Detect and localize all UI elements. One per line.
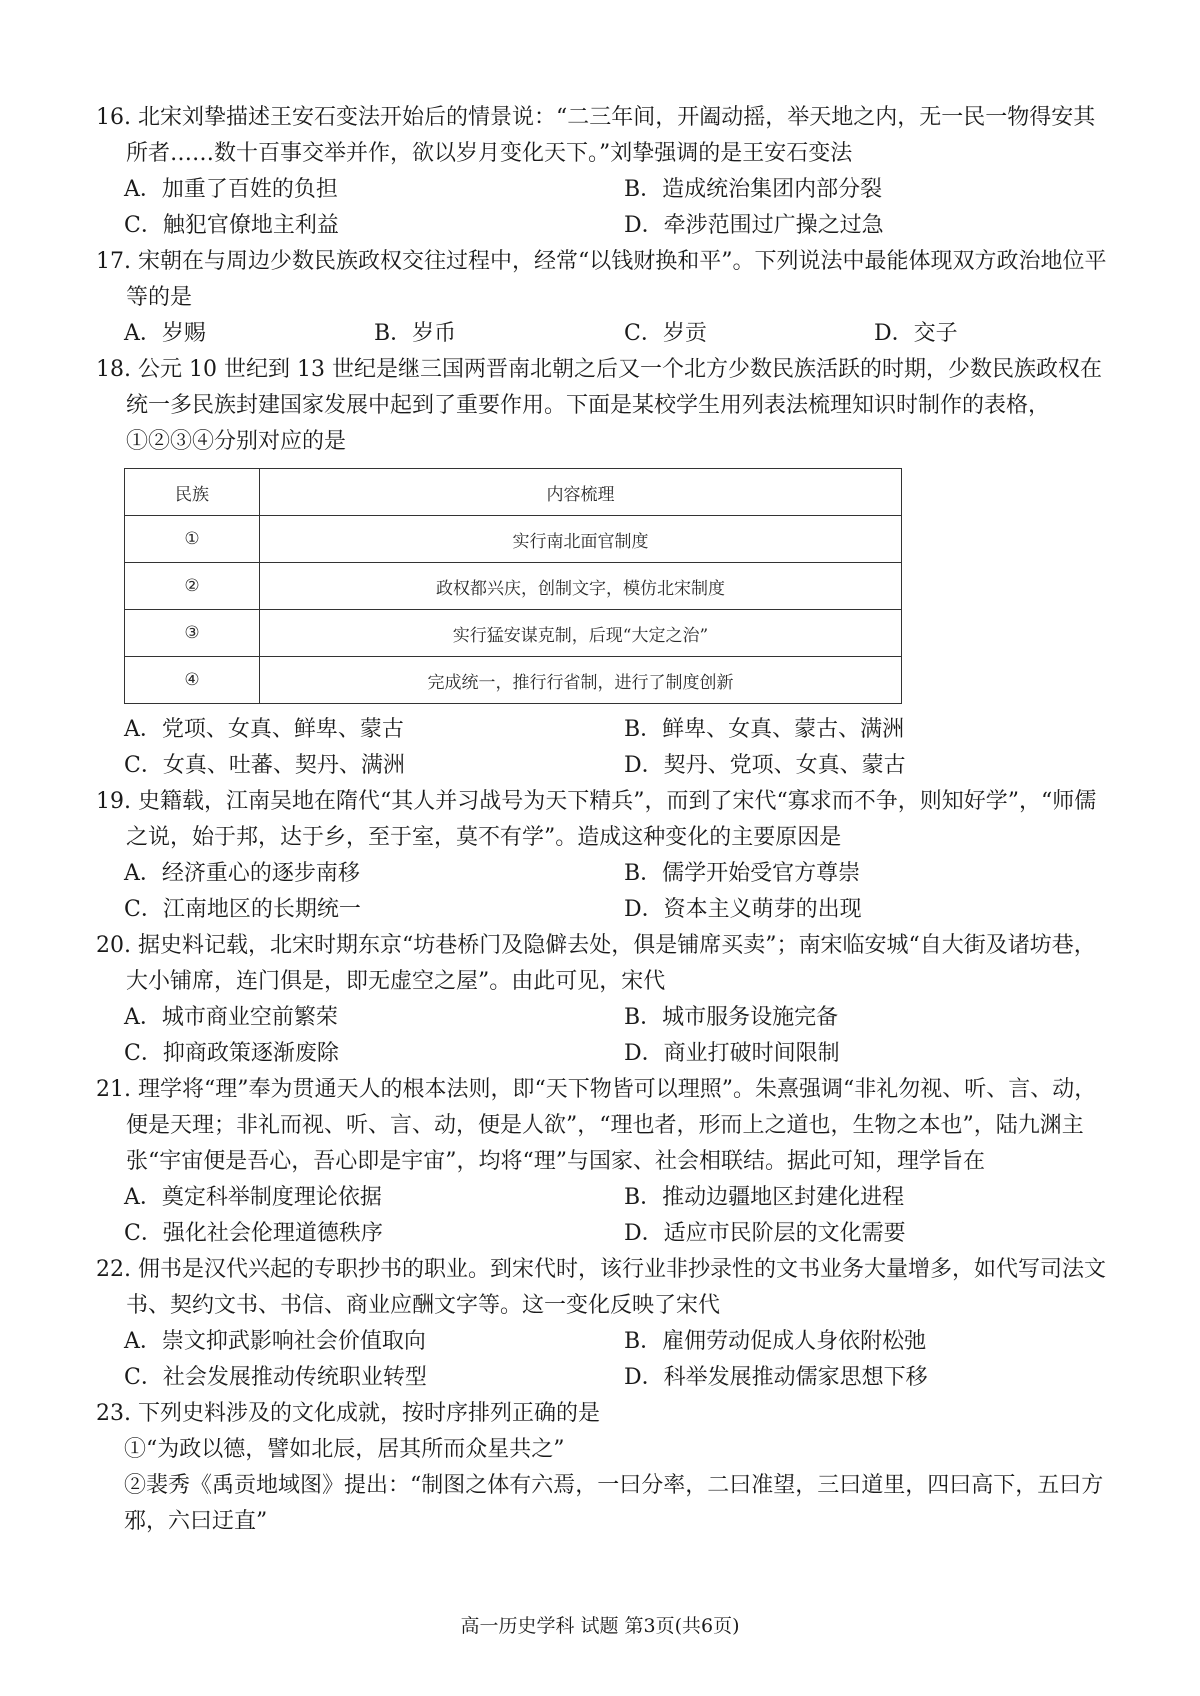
knowledge-table [124, 468, 902, 704]
questions-area [96, 100, 1116, 1540]
question-18 [96, 352, 1116, 784]
table-cell: 政权都兴庆，创制文字，模仿北宋制度 [260, 563, 902, 610]
option-b: B．城市服务设施完备 [624, 1005, 839, 1030]
options [96, 712, 1116, 784]
option-b: B．岁币 [374, 321, 457, 346]
question-22 [96, 1252, 1116, 1396]
table-cell: ② [125, 563, 260, 610]
option-c: C．社会发展推动传统职业转型 [124, 1365, 427, 1390]
table-cell: ① [125, 516, 260, 563]
option-c: C．触犯官僚地主利益 [124, 213, 339, 238]
option-c: C．江南地区的长期统一 [124, 897, 361, 922]
options [96, 316, 1116, 352]
option-a: A．奠定科举制度理论依据 [124, 1185, 382, 1210]
question-stem: 19. 史籍载，江南吴地在隋代“其人并习战号为天下精兵”，而到了宋代“寡求而不争，则知好学”，“师儒之说，始于邦，达于乡，至于室，莫不有学”。造成这种变化的主要原因是 [96, 789, 1097, 850]
option-a: A．党项、女真、鲜卑、蒙古 [124, 717, 404, 742]
table-header: 民族 [125, 469, 260, 516]
option-a: A．岁赐 [124, 321, 206, 346]
table-cell: 实行南北面官制度 [260, 516, 902, 563]
question-stem: 22. 佣书是汉代兴起的专职抄书的职业。到宋代时，该行业非抄录性的文书业务大量增多，如代写司法文书、契约文书、书信、商业应酬文字等。这一变化反映了宋代 [96, 1257, 1106, 1318]
question-stem: 17. 宋朝在与周边少数民族政权交往过程中，经常“以钱财换和平”。下列说法中最能体现双方政治地位平等的是 [96, 249, 1107, 310]
question-stem: 16. 北宋刘挚描述王安石变法开始后的情景说：“二三年间，开阖动摇，举天地之内，无一民一物得安其所者……数十百事交举并作，欲以岁月变化天下。”刘挚强调的是王安石变法 [96, 105, 1096, 166]
question-19 [96, 784, 1116, 928]
table-header-row [125, 469, 902, 516]
option-b: B．推动边疆地区封建化进程 [624, 1185, 905, 1210]
table-cell: ③ [125, 610, 260, 657]
options [96, 1180, 1116, 1252]
option-d: D．资本主义萌芽的出现 [624, 897, 862, 922]
option-b: B．造成统治集团内部分裂 [624, 177, 883, 202]
option-b: B．雇佣劳动促成人身依附松弛 [624, 1329, 927, 1354]
option-c: C．女真、吐蕃、契丹、满洲 [124, 753, 405, 778]
option-a: A．城市商业空前繁荣 [124, 1005, 338, 1030]
option-b: B．儒学开始受官方尊崇 [624, 861, 861, 886]
source-item-2: ②裴秀《禹贡地域图》提出：“制图之体有六焉，一曰分率，二曰准望，三曰道里，四曰高下，五曰方邪，六曰迂直” [124, 1473, 1104, 1534]
options [96, 172, 1116, 244]
question-stem: 21. 理学将“理”奉为贯通天人的根本法则，即“天下物皆可以理照”。朱熹强调“非礼勿视、听、言、动，便是天理；非礼而视、听、言、动，便是人欲”，“理也者，形而上之道也，生物之本也”，陆九渊主张“宇宙便是吾心，吾心即是宇宙”，均将“理”与国家、社会相联结。据此可知，理学旨在 [96, 1077, 1097, 1174]
table-row [125, 516, 902, 563]
table-header: 内容梳理 [260, 469, 902, 516]
table-row [125, 657, 902, 704]
option-b: B．鲜卑、女真、蒙古、满洲 [624, 717, 905, 742]
option-c: C．岁贡 [624, 321, 707, 346]
page-footer: 高一历史学科 试题 第3页(共6页) [460, 1615, 740, 1637]
option-c: C．抑商政策逐渐废除 [124, 1041, 339, 1066]
option-a: A．加重了百姓的负担 [124, 177, 338, 202]
source-item-1: ①“为政以德，譬如北辰，居其所而众星共之” [124, 1437, 565, 1462]
option-a: A．崇文抑武影响社会价值取向 [124, 1329, 426, 1354]
table-row [125, 610, 902, 657]
question-17 [96, 244, 1116, 352]
options [96, 1000, 1116, 1072]
question-stem: 23. 下列史料涉及的文化成就，按时序排列正确的是 [96, 1401, 600, 1426]
table-row [125, 563, 902, 610]
table-cell: ④ [125, 657, 260, 704]
table-cell: 完成统一，推行行省制，进行了制度创新 [260, 657, 902, 704]
question-16 [96, 100, 1116, 244]
option-d: D．科举发展推动儒家思想下移 [624, 1365, 928, 1390]
question-21 [96, 1072, 1116, 1252]
question-stem: 20. 据史料记载，北宋时期东京“坊巷桥门及隐僻去处，俱是铺席买卖”；南宋临安城“自大街及诸坊巷，大小铺席，连门俱是，即无虚空之屋”。由此可见，宋代 [96, 933, 1096, 994]
option-a: A．经济重心的逐步南移 [124, 861, 360, 886]
option-d: D．契丹、党项、女真、蒙古 [624, 753, 906, 778]
question-stem: 18. 公元 10 世纪到 13 世纪是继三国两晋南北朝之后又一个北方少数民族活跃的时期，少数民族政权在统一多民族封建国家发展中起到了重要作用。下面是某校学生用列表法梳理知识时制作的表格，①②③④分别对应的是 [96, 357, 1102, 454]
table-cell: 实行猛安谋克制，后现“大定之治” [260, 610, 902, 657]
option-d: D．交子 [874, 321, 958, 346]
option-c: C．强化社会伦理道德秩序 [124, 1221, 383, 1246]
option-d: D．适应市民阶层的文化需要 [624, 1221, 906, 1246]
options [96, 856, 1116, 928]
question-20 [96, 928, 1116, 1072]
option-d: D．商业打破时间限制 [624, 1041, 840, 1066]
options [96, 1324, 1116, 1396]
option-d: D．牵涉范围过广操之过急 [624, 213, 884, 238]
question-23 [96, 1396, 1116, 1540]
